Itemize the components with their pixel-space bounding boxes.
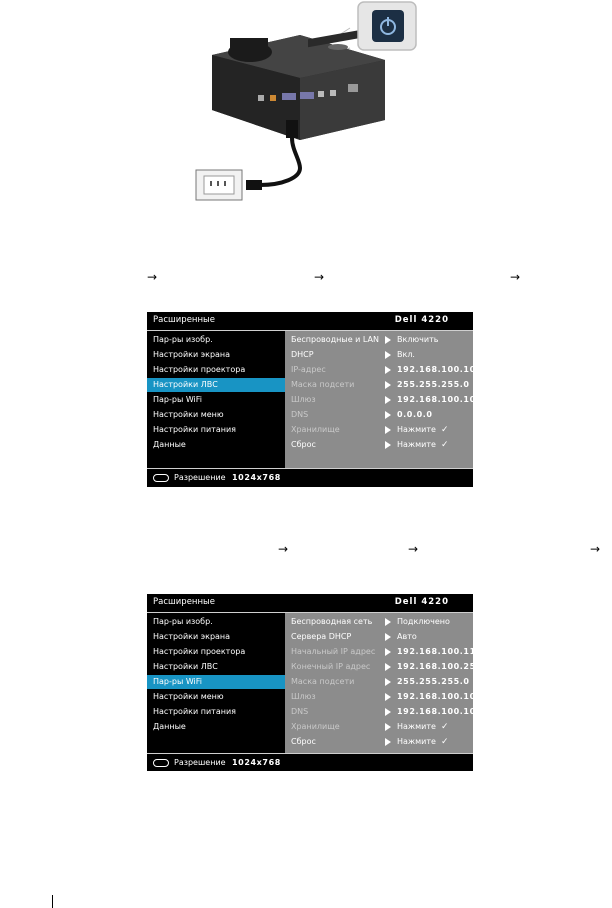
- checkmark-icon: ✓: [441, 722, 449, 732]
- arrow-icon: →: [314, 270, 325, 284]
- setting-row[interactable]: [285, 660, 482, 674]
- setting-row[interactable]: [285, 735, 473, 749]
- setting-value: Нажмите: [397, 440, 436, 449]
- setting-value: 192.168.100.10: [397, 707, 476, 716]
- setting-row[interactable]: [285, 720, 473, 734]
- checkmark-icon: ✓: [441, 737, 449, 747]
- osd-model: Dell 4220: [394, 597, 449, 607]
- menu-item-picture[interactable]: Пар-ры изобр.: [153, 617, 213, 626]
- osd-title: Расширенные: [153, 315, 215, 325]
- osd-title: Расширенные: [153, 597, 215, 607]
- menu-item-projector[interactable]: Настройки проектора: [153, 365, 246, 374]
- menu-item-wifi[interactable]: Пар-ры WiFi: [147, 675, 285, 689]
- setting-value: 0.0.0.0: [397, 410, 433, 419]
- setting-label: Маска подсети: [291, 677, 355, 686]
- arrow-right-icon: [385, 396, 391, 404]
- arrow-right-icon: [385, 708, 391, 716]
- menu-item-info[interactable]: Данные: [153, 722, 186, 731]
- setting-value: 255.255.255.0: [397, 677, 470, 686]
- osd-model: Dell 4220: [394, 315, 449, 325]
- arrow-right-icon: [385, 351, 391, 359]
- arrow-right-icon: [385, 366, 391, 374]
- menu-item-picture[interactable]: Пар-ры изобр.: [153, 335, 213, 344]
- menu-item-lan[interactable]: Настройки ЛВС: [153, 662, 218, 671]
- arrow-icon: →: [408, 542, 419, 556]
- osd-title-bar: [147, 312, 473, 331]
- menu-item-wifi[interactable]: Пар-ры WiFi: [153, 395, 203, 404]
- setting-row[interactable]: [285, 408, 473, 422]
- osd-settings-panel: [285, 331, 476, 468]
- setting-row[interactable]: [285, 645, 476, 659]
- arrow-icon: →: [147, 270, 158, 284]
- setting-value: 192.168.100.11: [397, 647, 476, 656]
- arrow-right-icon: [385, 678, 391, 686]
- resolution-icon: [153, 474, 169, 482]
- arrow-right-icon: [385, 663, 391, 671]
- osd-settings-panel: [285, 613, 482, 753]
- osd-footer: [147, 468, 473, 487]
- menu-item-power[interactable]: Настройки питания: [153, 425, 236, 434]
- menu-item-power[interactable]: Настройки питания: [153, 707, 236, 716]
- setting-value: 255.255.255.0: [397, 380, 470, 389]
- setting-label: Беспроводные и LAN: [291, 335, 380, 344]
- arrow-right-icon: [385, 411, 391, 419]
- setting-value: Авто: [397, 632, 417, 641]
- menu-item-projector[interactable]: Настройки проектора: [153, 647, 246, 656]
- arrow-right-icon: [385, 426, 391, 434]
- setting-row[interactable]: [285, 348, 473, 362]
- setting-row[interactable]: [285, 363, 476, 377]
- setting-value: 192.168.100.10: [397, 365, 476, 374]
- setting-row[interactable]: [285, 378, 473, 392]
- setting-label: Конечный IP адрес: [291, 662, 371, 671]
- arrow-right-icon: [385, 648, 391, 656]
- setting-row[interactable]: [285, 615, 473, 629]
- arrow-right-icon: [385, 723, 391, 731]
- setting-label: IP-адрес: [291, 365, 326, 374]
- arrow-icon: →: [278, 542, 289, 556]
- setting-row[interactable]: [285, 705, 476, 719]
- setting-label: Сброс: [291, 737, 316, 746]
- arrow-right-icon: [385, 441, 391, 449]
- setting-label: Хранилище: [291, 425, 340, 434]
- page-margin-bar: [52, 895, 53, 908]
- menu-item-display[interactable]: Настройки экрана: [153, 350, 231, 359]
- setting-label: Хранилище: [291, 722, 340, 731]
- checkmark-icon: ✓: [441, 440, 449, 450]
- setting-label: Начальный IP адрес: [291, 647, 376, 656]
- setting-row[interactable]: [285, 690, 476, 704]
- menu-item-lan[interactable]: Настройки ЛВС: [147, 378, 285, 392]
- menu-item-menu[interactable]: Настройки меню: [153, 410, 224, 419]
- resolution-value: 1024x768: [232, 473, 281, 482]
- setting-row[interactable]: [285, 438, 473, 452]
- projector-illustration: [190, 0, 420, 210]
- setting-value: Нажмите: [397, 722, 436, 731]
- checkmark-icon: ✓: [441, 425, 449, 435]
- setting-row[interactable]: [285, 393, 476, 407]
- setting-value: Нажмите: [397, 425, 436, 434]
- setting-value: Включить: [397, 335, 439, 344]
- arrow-right-icon: [385, 336, 391, 344]
- arrow-icon: →: [590, 542, 601, 556]
- osd-footer: [147, 753, 473, 772]
- setting-value: 192.168.100.10: [397, 692, 476, 701]
- setting-label: Шлюз: [291, 692, 316, 701]
- setting-label: Маска подсети: [291, 380, 355, 389]
- setting-row[interactable]: [285, 333, 473, 347]
- setting-value: Нажмите: [397, 737, 436, 746]
- setting-label: Шлюз: [291, 395, 316, 404]
- resolution-value: 1024x768: [232, 758, 281, 767]
- setting-label: DNS: [291, 707, 309, 716]
- setting-label: Беспроводная сеть: [291, 617, 373, 626]
- arrow-right-icon: [385, 633, 391, 641]
- setting-label: DNS: [291, 410, 309, 419]
- arrow-right-icon: [385, 693, 391, 701]
- setting-value: Вкл.: [397, 350, 415, 359]
- osd-title-bar: [147, 594, 473, 613]
- setting-row[interactable]: [285, 423, 473, 437]
- arrow-right-icon: [385, 618, 391, 626]
- setting-row[interactable]: [285, 630, 473, 644]
- arrow-icon: →: [510, 270, 521, 284]
- osd-menu-wifi: [147, 594, 482, 771]
- setting-label: Сброс: [291, 440, 316, 449]
- arrow-right-icon: [385, 738, 391, 746]
- setting-value: 192.168.100.254: [397, 662, 482, 671]
- resolution-label: Разрешение: [174, 758, 226, 767]
- setting-value: 192.168.100.10: [397, 395, 476, 404]
- setting-label: Сервера DHCP: [291, 632, 352, 641]
- setting-value: Подключено: [397, 617, 450, 626]
- setting-label: DHCP: [291, 350, 314, 359]
- menu-item-display[interactable]: Настройки экрана: [153, 632, 231, 641]
- resolution-label: Разрешение: [174, 473, 226, 482]
- menu-item-info[interactable]: Данные: [153, 440, 186, 449]
- menu-item-menu[interactable]: Настройки меню: [153, 692, 224, 701]
- projector-drawing: [190, 0, 420, 210]
- resolution-icon: [153, 759, 169, 767]
- arrow-right-icon: [385, 381, 391, 389]
- setting-row[interactable]: [285, 675, 473, 689]
- osd-menu-lan: [147, 312, 476, 487]
